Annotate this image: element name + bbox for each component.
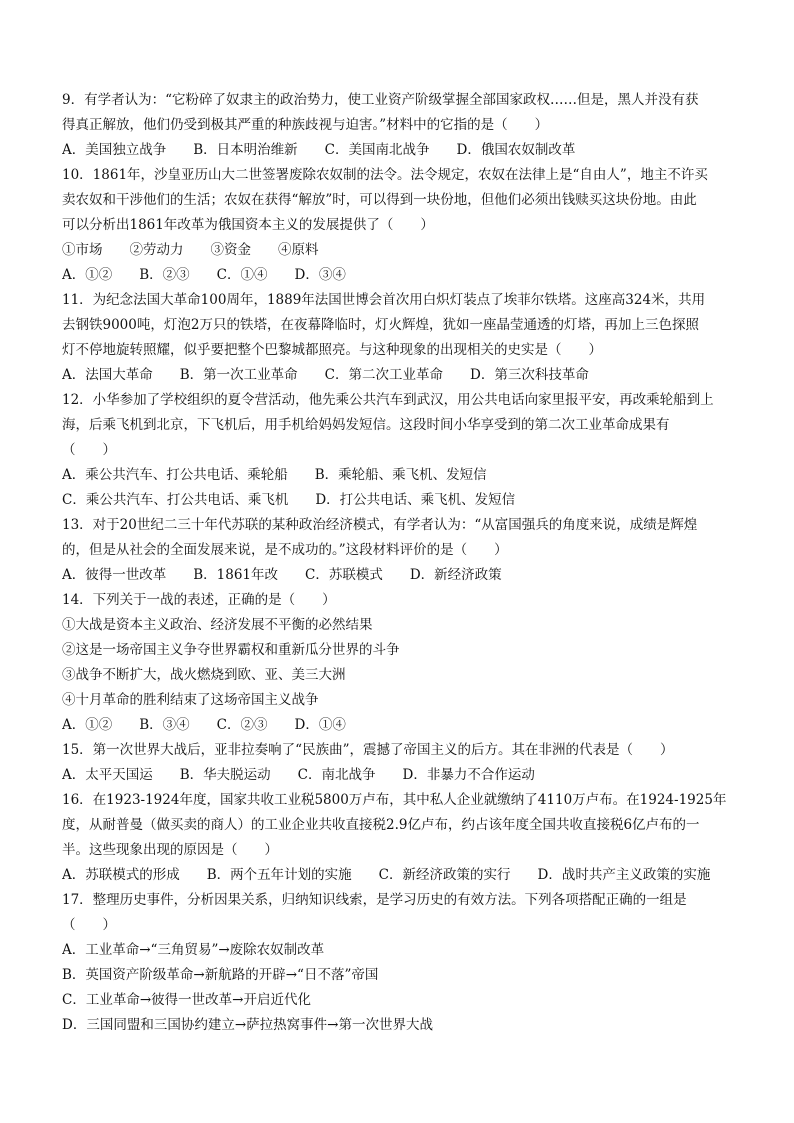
question-10	[62, 163, 734, 288]
question-12	[62, 388, 734, 513]
question-13	[62, 513, 734, 588]
question-text-line: 灯不停地旋转照耀，似乎要把整个巴黎城都照亮。与这种现象的出现相关的史实是（ ）	[62, 342, 602, 358]
question-text-line: 15．第一次世界大战后，亚非拉奏响了“民族曲”，震撼了帝国主义的后方。其在非洲的代表是（ ）	[62, 742, 674, 758]
question-text-line: ③战争不断扩大，战火燃烧到欧、亚、美三大洲	[62, 667, 346, 683]
question-text-line: 17．整理历史事件，分析因果关系，归纳知识线索，是学习历史的有效方法。下列各项搭配正确的一组是	[62, 892, 687, 908]
question-text-line: 13．对于20世纪二三十年代苏联的某种政治经济模式，有学者认为：“从富国强兵的角度来说，成绩是辉煌	[62, 517, 698, 533]
question-11	[62, 288, 734, 388]
question-17	[62, 888, 734, 1038]
answer-options: A．法国大革命 B．第一次工业革命 C．第二次工业革命 D．第三次科技革命	[62, 367, 589, 383]
answer-options: D．三国同盟和三国协约建立→萨拉热窝事件→第一次世界大战	[62, 1017, 433, 1033]
question-14	[62, 588, 734, 738]
answer-options: A．苏联模式的形成 B．两个五年计划的实施 C．新经济政策的实行 D．战时共产主义政策的实施	[62, 867, 711, 883]
question-15	[62, 738, 734, 788]
answer-options: A．美国独立战争 B．日本明治维新 C．美国南北战争 D．俄国农奴制改革	[62, 142, 576, 158]
answer-options: A．彼得一世改革 B．1861年改 C．苏联模式 D．新经济政策	[62, 567, 502, 583]
answer-options: A．工业革命→“三角贸易”→废除农奴制改革	[62, 942, 325, 958]
question-text-line: 去钢铁9000吨，灯泡2万只的铁塔，在夜幕降临时，灯火辉煌，犹如一座晶莹通透的灯塔，再加上三色探照	[62, 317, 699, 333]
question-text-line: 度，从耐普曼（做买卖的商人）的工业企业共收直接税2.9亿卢布，约占该年度全国共收直接税6亿卢布的一	[62, 817, 700, 833]
question-text-line: ①市场 ②劳动力 ③资金 ④原料	[62, 242, 319, 258]
answer-options: A．①② B．③④ C．②③ D．①④	[62, 717, 346, 733]
question-text-line: （ ）	[62, 917, 116, 933]
question-9	[62, 88, 734, 163]
question-text-line: 的，但是从社会的全面发展来说，是不成功的。”这段材料评价的是（ ）	[62, 542, 508, 558]
answer-options: C．工业革命→彼得一世改革→开启近代化	[62, 992, 311, 1008]
answer-options: A．①② B．②③ C．①④ D．③④	[62, 267, 346, 283]
question-text-line: 9．有学者认为：“它粉碎了奴隶主的政治势力，使工业资产阶级掌握全部国家政权……但是，黑人并没有获	[62, 92, 699, 108]
question-text-line: 10．1861年，沙皇亚历山大二世签署废除农奴制的法令。法令规定，农奴在法律上是“自由人”，地主不许买	[62, 167, 708, 183]
answer-options: A．太平天国运 B．华夫脱运动 C．南北战争 D．非暴力不合作运动	[62, 767, 535, 783]
question-text-line: 半。这些现象出现的原因是（ ）	[62, 842, 278, 858]
question-text-line: 16．在1923-1924年度，国家共收工业税5800万卢布，其中私人企业就缴纳了4110万卢布。在1924-1925年	[62, 792, 727, 808]
answer-options: C．乘公共汽车、打公共电话、乘飞机 D．打公共电话、乘飞机、发短信	[62, 492, 516, 508]
question-text-line: （ ）	[62, 442, 116, 458]
question-text-line: ①大战是资本主义政治、经济发展不平衡的必然结果	[62, 617, 373, 633]
question-text-line: 可以分析出1861年改革为俄国资本主义的发展提供了（ ）	[62, 217, 434, 233]
question-text-line: 海，后乘飞机到北京，下飞机后，用手机给妈妈发短信。这段时间小华享受到的第二次工业革命成果有	[62, 417, 670, 433]
question-text-line: 卖农奴和干涉他们的生活；农奴在获得“解放”时，可以得到一块份地，但他们必须出钱赎买这块份地。由此	[62, 192, 697, 208]
question-text-line: 得真正解放，他们仍受到极其严重的种族歧视与迫害。”材料中的它指的是（ ）	[62, 117, 549, 133]
answer-options: B．英国资产阶级革命→新航路的开辟→“日不落”帝国	[62, 967, 379, 983]
answer-options: A．乘公共汽车、打公共电话、乘轮船 B．乘轮船、乘飞机、发短信	[62, 467, 487, 483]
question-text-line: 12．小华参加了学校组织的夏令营活动，他先乘公共汽车到武汉，用公共电话向家里报平安，再改乘轮船到上	[62, 392, 714, 408]
question-text-line: 14．下列关于一战的表述，正确的是（ ）	[62, 592, 336, 608]
question-16	[62, 788, 734, 888]
question-text-line: 11．为纪念法国大革命100周年，1889年法国世博会首次用白炽灯装点了埃菲尔铁塔。这座高324米，共用	[62, 292, 706, 308]
question-text-line: ④十月革命的胜利结束了这场帝国主义战争	[62, 692, 319, 708]
exam-page	[62, 88, 734, 1038]
question-text-line: ②这是一场帝国主义争夺世界霸权和重新瓜分世界的斗争	[62, 642, 400, 658]
